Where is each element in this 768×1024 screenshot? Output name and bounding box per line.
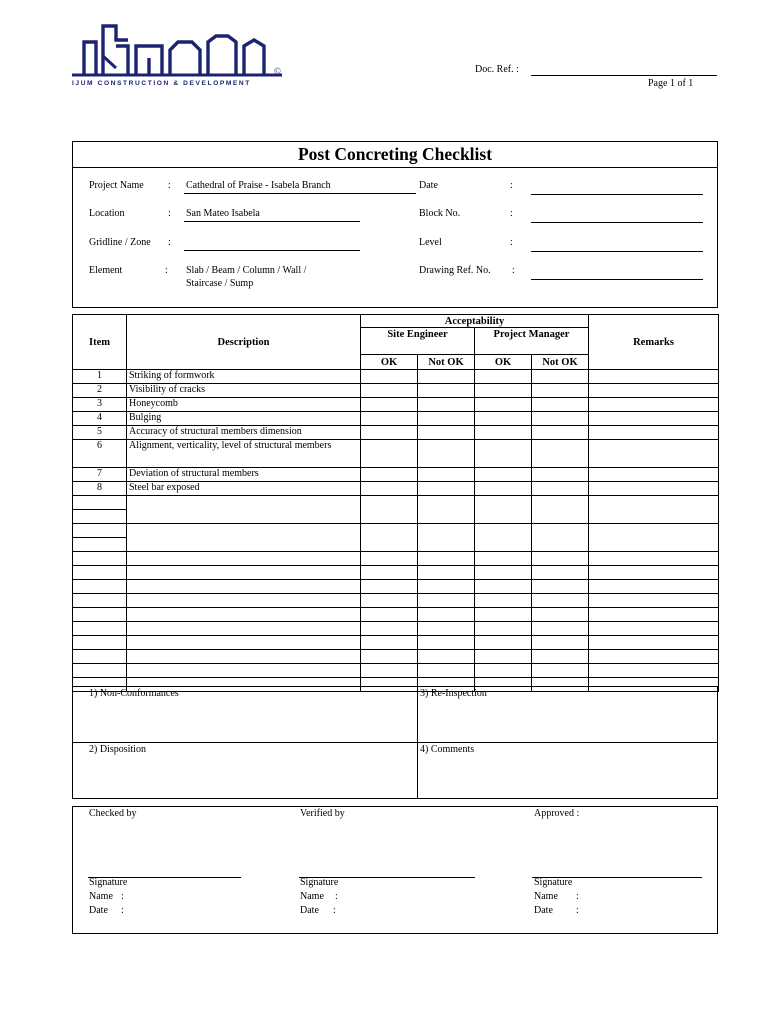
approved-signature-label: Signature bbox=[534, 877, 573, 888]
pm-not-ok-cell[interactable] bbox=[532, 482, 589, 496]
location-label: Location bbox=[89, 208, 125, 219]
gridline-zone-label: Gridline / Zone bbox=[89, 237, 151, 248]
re-inspection-section[interactable]: 3) Re-Inspection bbox=[420, 688, 487, 699]
location-value: San Mateo Isabela bbox=[186, 208, 260, 219]
verified-name-colon: : bbox=[335, 891, 338, 902]
company-name: IJUM CONSTRUCTION & DEVELOPMENT bbox=[72, 80, 251, 87]
pm-not-ok-cell[interactable] bbox=[532, 426, 589, 440]
remarks-header: Remarks bbox=[589, 315, 719, 370]
page-title: Post Concreting Checklist bbox=[297, 144, 493, 164]
project-info-box bbox=[72, 141, 718, 308]
block-no-label: Block No. bbox=[419, 208, 461, 219]
blank-row bbox=[73, 650, 719, 664]
table-row bbox=[73, 440, 719, 468]
table-row bbox=[73, 398, 719, 412]
item-description: Alignment, verticality, level of structural members bbox=[127, 440, 361, 468]
item-description: Steel bar exposed bbox=[127, 482, 361, 496]
blank-row bbox=[73, 566, 719, 580]
verified-date-colon: : bbox=[333, 905, 336, 916]
se-ok-cell[interactable] bbox=[361, 426, 418, 440]
project-name-value: Cathedral of Praise - Isabela Branch bbox=[186, 180, 331, 191]
verified-by-label: Verified by bbox=[300, 808, 345, 819]
pm-not-ok-cell[interactable] bbox=[532, 384, 589, 398]
pm-not-ok-cell[interactable] bbox=[532, 468, 589, 482]
table-row bbox=[73, 412, 719, 426]
se-not-ok-header: Not OK bbox=[418, 355, 475, 370]
se-ok-cell[interactable] bbox=[361, 398, 418, 412]
item-description: Bulging bbox=[127, 412, 361, 426]
element-value-line2: Staircase / Sump bbox=[186, 278, 254, 289]
checked-by-label: Checked by bbox=[89, 808, 137, 819]
level-field[interactable] bbox=[531, 240, 703, 252]
pm-ok-cell[interactable] bbox=[475, 426, 532, 440]
pm-ok-cell[interactable] bbox=[475, 412, 532, 426]
doc-ref-label: Doc. Ref. : bbox=[475, 64, 519, 75]
page-number: Page 1 of 1 bbox=[648, 78, 694, 89]
company-logo bbox=[70, 16, 290, 92]
blank-row bbox=[73, 552, 719, 566]
approved-name-label: Name bbox=[534, 891, 558, 902]
non-conformances-section[interactable]: 1) Non-Conformances bbox=[89, 688, 179, 699]
pm-not-ok-cell[interactable] bbox=[532, 440, 589, 468]
remarks-cell[interactable] bbox=[589, 398, 719, 412]
checked-date-label: Date bbox=[89, 905, 108, 916]
blank-row bbox=[73, 608, 719, 622]
se-ok-cell[interactable] bbox=[361, 412, 418, 426]
description-header: Description bbox=[127, 315, 361, 370]
se-not-ok-cell[interactable] bbox=[418, 370, 475, 384]
notes-box bbox=[72, 686, 718, 799]
item-description: Honeycomb bbox=[127, 398, 361, 412]
verified-date-label: Date bbox=[300, 905, 319, 916]
se-ok-cell[interactable] bbox=[361, 482, 418, 496]
disposition-section[interactable]: 2) Disposition bbox=[89, 744, 146, 755]
se-not-ok-cell[interactable] bbox=[418, 384, 475, 398]
remarks-cell[interactable] bbox=[589, 482, 719, 496]
se-not-ok-cell[interactable] bbox=[418, 398, 475, 412]
se-not-ok-cell[interactable] bbox=[418, 482, 475, 496]
remarks-cell[interactable] bbox=[589, 426, 719, 440]
item-number: 8 bbox=[73, 482, 127, 496]
table-row bbox=[73, 384, 719, 398]
date-colon: : bbox=[510, 180, 513, 191]
level-colon: : bbox=[510, 237, 513, 248]
item-header: Item bbox=[73, 315, 127, 370]
item-number: 6 bbox=[73, 440, 127, 468]
blank-row bbox=[73, 594, 719, 608]
item-description: Striking of formwork bbox=[127, 370, 361, 384]
location-colon: : bbox=[168, 208, 171, 219]
blank-row bbox=[73, 580, 719, 594]
pm-ok-cell[interactable] bbox=[475, 482, 532, 496]
gridline-zone-field[interactable] bbox=[184, 239, 360, 251]
pm-ok-cell[interactable] bbox=[475, 468, 532, 482]
project-name-colon: : bbox=[168, 180, 171, 191]
date-field[interactable] bbox=[531, 183, 703, 195]
approved-date-label: Date bbox=[534, 905, 553, 916]
blank-row bbox=[73, 636, 719, 650]
element-colon: : bbox=[165, 265, 168, 276]
verified-name-label: Name bbox=[300, 891, 324, 902]
element-value-line1: Slab / Beam / Column / Wall / bbox=[186, 265, 307, 276]
se-not-ok-cell[interactable] bbox=[418, 426, 475, 440]
block-no-field[interactable] bbox=[531, 211, 703, 223]
item-description: Accuracy of structural members dimension bbox=[127, 426, 361, 440]
checked-signature-label: Signature bbox=[89, 877, 128, 888]
checked-name-label: Name bbox=[89, 891, 113, 902]
project-name-label: Project Name bbox=[89, 180, 144, 191]
location-field[interactable] bbox=[184, 210, 360, 222]
comments-section[interactable]: 4) Comments bbox=[420, 744, 475, 755]
element-label: Element bbox=[89, 265, 123, 276]
approved-name-colon: : bbox=[576, 891, 579, 902]
blank-row bbox=[73, 524, 719, 538]
se-not-ok-cell[interactable] bbox=[418, 468, 475, 482]
item-number: 7 bbox=[73, 468, 127, 482]
item-number: 2 bbox=[73, 384, 127, 398]
table-row bbox=[73, 426, 719, 440]
item-description: Visibility of cracks bbox=[127, 384, 361, 398]
pm-not-ok-header: Not OK bbox=[532, 355, 589, 370]
se-ok-header: OK bbox=[361, 355, 418, 370]
pm-not-ok-cell[interactable] bbox=[532, 370, 589, 384]
date-label: Date bbox=[419, 180, 438, 191]
drawing-ref-label: Drawing Ref. No. bbox=[419, 265, 491, 276]
pm-ok-cell[interactable] bbox=[475, 370, 532, 384]
pm-not-ok-cell[interactable] bbox=[532, 412, 589, 426]
checked-name-colon: : bbox=[121, 891, 124, 902]
checklist-table bbox=[72, 314, 719, 692]
blank-row bbox=[73, 496, 719, 510]
item-number: 3 bbox=[73, 398, 127, 412]
se-not-ok-cell[interactable] bbox=[418, 412, 475, 426]
gridline-zone-colon: : bbox=[168, 237, 171, 248]
copyright-mark: © bbox=[274, 66, 281, 76]
project-name-field[interactable] bbox=[184, 182, 416, 194]
pm-ok-cell[interactable] bbox=[475, 440, 532, 468]
remarks-cell[interactable] bbox=[589, 412, 719, 426]
approved-label: Approved : bbox=[534, 808, 580, 819]
acceptability-header: Acceptability bbox=[361, 315, 589, 328]
item-number: 5 bbox=[73, 426, 127, 440]
se-ok-cell[interactable] bbox=[361, 468, 418, 482]
level-label: Level bbox=[419, 237, 442, 248]
pm-ok-cell[interactable] bbox=[475, 384, 532, 398]
signoff-box bbox=[72, 806, 718, 934]
blank-row bbox=[73, 622, 719, 636]
checked-date-colon: : bbox=[121, 905, 124, 916]
remarks-cell[interactable] bbox=[589, 370, 719, 384]
site-engineer-header: Site Engineer bbox=[361, 328, 475, 355]
item-number: 4 bbox=[73, 412, 127, 426]
item-description: Deviation of structural members bbox=[127, 468, 361, 482]
table-row bbox=[73, 482, 719, 496]
remarks-cell[interactable] bbox=[589, 468, 719, 482]
table-row bbox=[73, 370, 719, 384]
pm-ok-header: OK bbox=[475, 355, 532, 370]
remarks-cell[interactable] bbox=[589, 440, 719, 468]
se-not-ok-cell[interactable] bbox=[418, 440, 475, 468]
building-logo-icon bbox=[70, 16, 290, 80]
item-number: 1 bbox=[73, 370, 127, 384]
remarks-cell[interactable] bbox=[589, 384, 719, 398]
verified-signature-label: Signature bbox=[300, 877, 339, 888]
doc-ref-field[interactable] bbox=[531, 66, 717, 76]
drawing-ref-field[interactable] bbox=[531, 268, 703, 280]
se-ok-cell[interactable] bbox=[361, 384, 418, 398]
table-row bbox=[73, 468, 719, 482]
approved-date-colon: : bbox=[576, 905, 579, 916]
project-manager-header: Project Manager bbox=[475, 328, 589, 355]
title-divider bbox=[73, 167, 717, 168]
pm-ok-cell[interactable] bbox=[475, 398, 532, 412]
notes-horizontal-divider bbox=[73, 742, 717, 743]
pm-not-ok-cell[interactable] bbox=[532, 398, 589, 412]
se-ok-cell[interactable] bbox=[361, 440, 418, 468]
blank-row bbox=[73, 664, 719, 678]
se-ok-cell[interactable] bbox=[361, 370, 418, 384]
drawing-ref-colon: : bbox=[512, 265, 515, 276]
block-no-colon: : bbox=[510, 208, 513, 219]
